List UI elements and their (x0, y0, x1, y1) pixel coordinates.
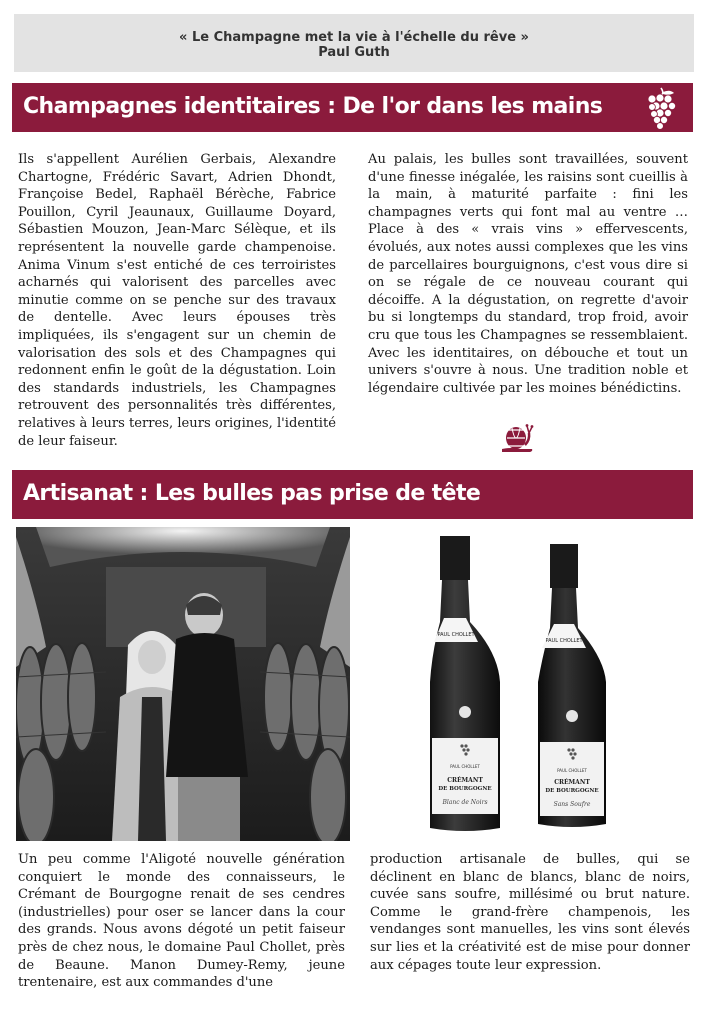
quote-text: « Le Champagne met la vie à l'échelle du rêve » (179, 30, 529, 45)
section1-title: Champagnes identitaires : De l'or dans les mains (23, 94, 603, 119)
bottle-right-name1: CRÉMANT (554, 779, 590, 786)
section1-text-left: Ils s'appellent Aurélien Gerbais, Alexandre Chartogne, Frédéric Savart, Adrien Dhondt, Françoise Bedel, Raphaël Bérèche, Fabrice Pouillon, Cyril Jeaunaux, Guillaume Doyard, Sébastien Mouzon, Jean-Marc Sélèque, et ils représentent la nouvelle garde champenoise. Anima Vinum s'est entiché de ces terroiristes acharnés qui valorisent des parcelles avec minutie comme on se penche sur des travaux de dentelle. Avec leurs épouses très impliquées, ils s'engagent sur un chemin de valorisation des sols et des Champagnes qui redonnent enfin le goût de la dégustation. Loin des standards industriels, les Champagnes retrouvent des personnalités très différentes, relatives à leurs terres, leurs origines, l'identité de leur faiseur. (18, 152, 336, 449)
section2-text-left: Un peu comme l'Aligoté nouvelle génération conquiert le monde des connaisseurs, le Crémant de Bourgogne renait de ses cendres (industrielles) pour oser se lancer dans la cour des grands. Nous avons dégoté un petit faiseur près de chez nous, le domaine Paul Chollet, près de Beaune. Manon Dumey-Remy, jeune trentenaire, est aux commandes d'une (18, 852, 345, 991)
bottle-right-brand: PAUL CHOLLET (545, 638, 583, 644)
bottle-left-name2: DE BOURGOGNE (438, 786, 492, 792)
quote-box (14, 14, 694, 72)
bottle-left-name1: CRÉMANT (447, 777, 483, 784)
bottles-image (420, 532, 610, 834)
section1-text-right: Au palais, les bulles sont travaillées, souvent d'une finesse inégalée, les raisins sont cueillis à la main, à maturité parfaite : fini les champagnes verts qui font mal au ventre … Place à des « vrais vins » effervescents, évolués, aux notes aussi complexes que les vins de parcellaires bourguignons, c'est vous dire si on se régale de ce nouveau courant qui décoiffe. A la dégustation, on regrette d'avoir bu si longtemps du standard, trop froid, avoir cru que tous les Champagnes se ressemblaient. Avec les identitaires, on débouche et tout un univers s'ouvre à nous. Une tradition noble et légendaire cultivée par les moines bénédictins. (368, 152, 688, 396)
section2-title: Artisanat : Les bulles pas prise de tête (23, 481, 481, 506)
bottle-left-brand: PAUL CHOLLET (437, 632, 475, 638)
bottle-right-name2: DE BOURGOGNE (545, 788, 599, 794)
section1-banner (12, 83, 693, 132)
section2-text-right: production artisanale de bulles, qui se déclinent en blanc de blancs, blanc de noirs, cuvée sans soufre, millésimé ou brut nature. Comme le grand-frère champenois, les vendanges sont manuelles, les vins sont élevés sur lies et la créativité est de mise pour donner aux cépages toute leur expression. (370, 852, 690, 973)
bottle-right (538, 544, 606, 827)
quote-author: Paul Guth (318, 45, 390, 60)
bottle-left-cuvee: Blanc de Noirs (442, 799, 488, 806)
grape-icon (643, 86, 679, 132)
bottle-right-cuvee: Sans Soufre (553, 801, 591, 808)
bottle-left-brand-2: PAUL CHOLLET (450, 764, 480, 769)
cellar-photo (16, 527, 350, 841)
bottle-right-brand-2: PAUL CHOLLET (557, 768, 587, 773)
section2-banner (12, 470, 693, 519)
snail-barrel-icon (499, 418, 535, 454)
bottle-left (430, 536, 500, 831)
